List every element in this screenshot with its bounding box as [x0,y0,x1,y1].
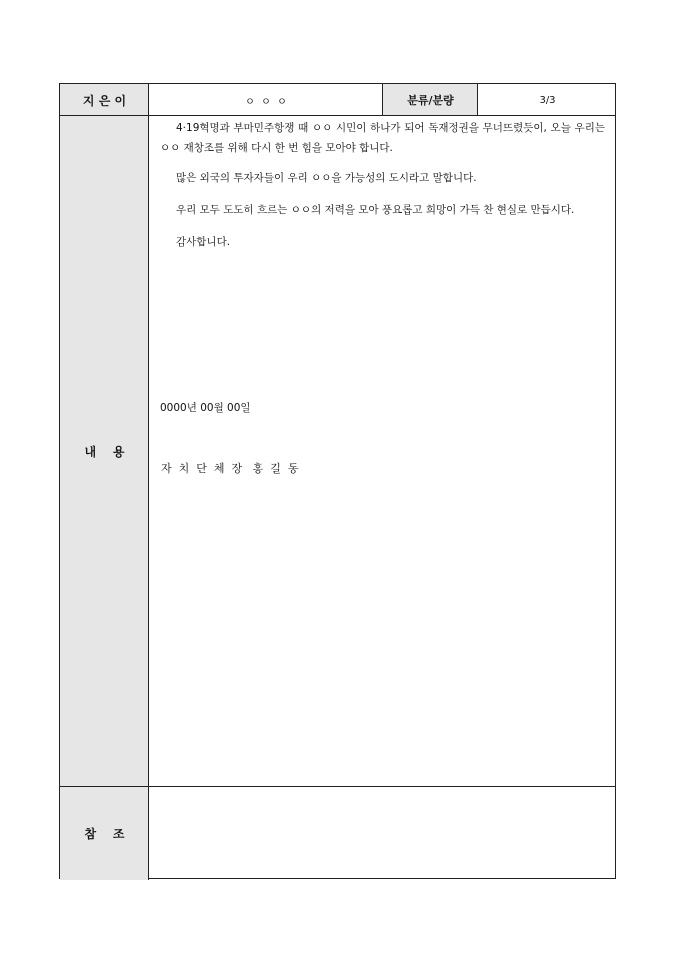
signature: 자 치 단 체 장 홍 길 동 [161,462,299,475]
category-value: 3/3 [539,94,556,106]
content-paragraph-2: 많은 외국의 투자자들이 우리 ㅇㅇ을 가능성의 도시라고 말합니다. [176,172,477,184]
content-label: 내 용 [60,116,149,787]
reference-divider [60,786,615,787]
reference-label: 참 조 [60,787,149,880]
category-divider-right [477,84,478,116]
author-label: 지 은 이 [60,84,149,116]
document-form [59,83,616,879]
author-value: ㅇ ㅇ ㅇ [245,96,287,108]
content-paragraph-1: 4·19혁명과 부마민주항쟁 때 ㅇㅇ 시민이 하나가 되어 독재정권을 무너뜨렸듯이, 오늘 우리는 ㅇㅇ 재창조를 위해 다시 한 번 힘을 모아야 합니다. [160,122,605,154]
category-label: 분류/분량 [383,84,478,116]
reference-value [149,787,617,880]
content-paragraph-4: 감사합니다. [176,236,231,248]
content-body [149,116,617,264]
category-divider-left [382,84,383,116]
content-paragraph-3: 우리 모두 도도히 흐르는 ㅇㅇ의 저력을 모아 풍요롭고 희망이 가득 찬 현실로 만듭시다. [176,204,575,216]
document-date: 0000년 00월 00일 [160,402,251,414]
